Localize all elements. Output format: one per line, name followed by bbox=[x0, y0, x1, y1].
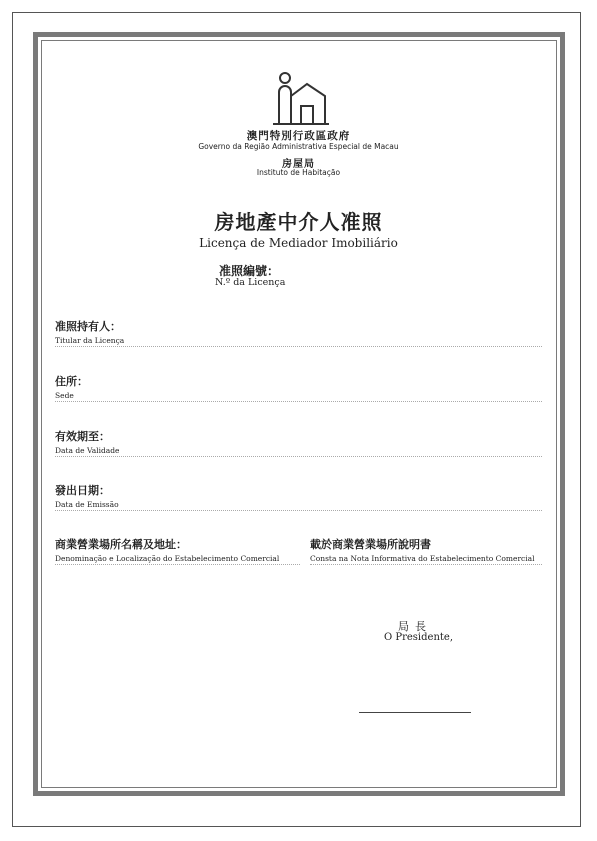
seat-label-zh: 住所： bbox=[55, 375, 88, 388]
institute-name-zh: 房屋局 bbox=[282, 159, 315, 170]
issue-date-dotted-line bbox=[55, 510, 542, 511]
holder-dotted-line bbox=[55, 346, 542, 347]
government-name-pt: Governo da Região Administrativa Especial de Macau bbox=[198, 142, 399, 151]
signatory-title-pt: O Presidente, bbox=[384, 632, 454, 643]
holder-label-zh: 准照持有人： bbox=[55, 320, 121, 333]
document-title-zh: 房地產中介人准照 bbox=[214, 210, 383, 234]
license-number-label-zh: 准照編號： bbox=[219, 264, 280, 278]
seat-dotted-line bbox=[55, 401, 542, 402]
government-name-zh: 澳門特別行政區政府 bbox=[246, 130, 351, 142]
establishment-field bbox=[55, 536, 300, 563]
holder-label-pt: Titular da Licença bbox=[55, 336, 125, 345]
document-title-pt: Licença de Mediador Imobiliário bbox=[199, 236, 398, 250]
institute-name-pt: Instituto de Habitação bbox=[256, 168, 341, 177]
seat-label-pt: Sede bbox=[55, 391, 74, 400]
validity-label-zh: 有效期至： bbox=[55, 430, 110, 443]
issue-date-field bbox=[55, 482, 542, 509]
housing-bureau-logo-icon bbox=[269, 70, 331, 125]
establishment-dotted-line bbox=[55, 564, 300, 565]
license-number-label-pt: N.º da Licença bbox=[215, 277, 286, 288]
signature-line bbox=[359, 712, 471, 713]
issue-date-label-zh: 發出日期： bbox=[55, 484, 110, 497]
seat-field bbox=[55, 373, 542, 400]
note-label-pt: Consta na Nota Informativa do Estabelecimento Comercial bbox=[310, 554, 535, 563]
establishment-label-pt: Denominação e Localização do Estabelecimento Comercial bbox=[55, 554, 280, 563]
validity-label-pt: Data de Validade bbox=[55, 446, 120, 455]
note-label-zh: 載於商業營業場所說明書 bbox=[310, 538, 431, 551]
note-field bbox=[310, 536, 542, 563]
validity-dotted-line bbox=[55, 456, 542, 457]
establishment-label-zh: 商業營業場所名稱及地址： bbox=[55, 538, 187, 551]
note-dotted-line bbox=[310, 564, 542, 565]
signatory-title-zh: 局長 bbox=[398, 620, 432, 633]
issue-date-label-pt: Data de Emissão bbox=[55, 500, 119, 509]
validity-field bbox=[55, 428, 542, 455]
holder-field bbox=[55, 318, 542, 345]
